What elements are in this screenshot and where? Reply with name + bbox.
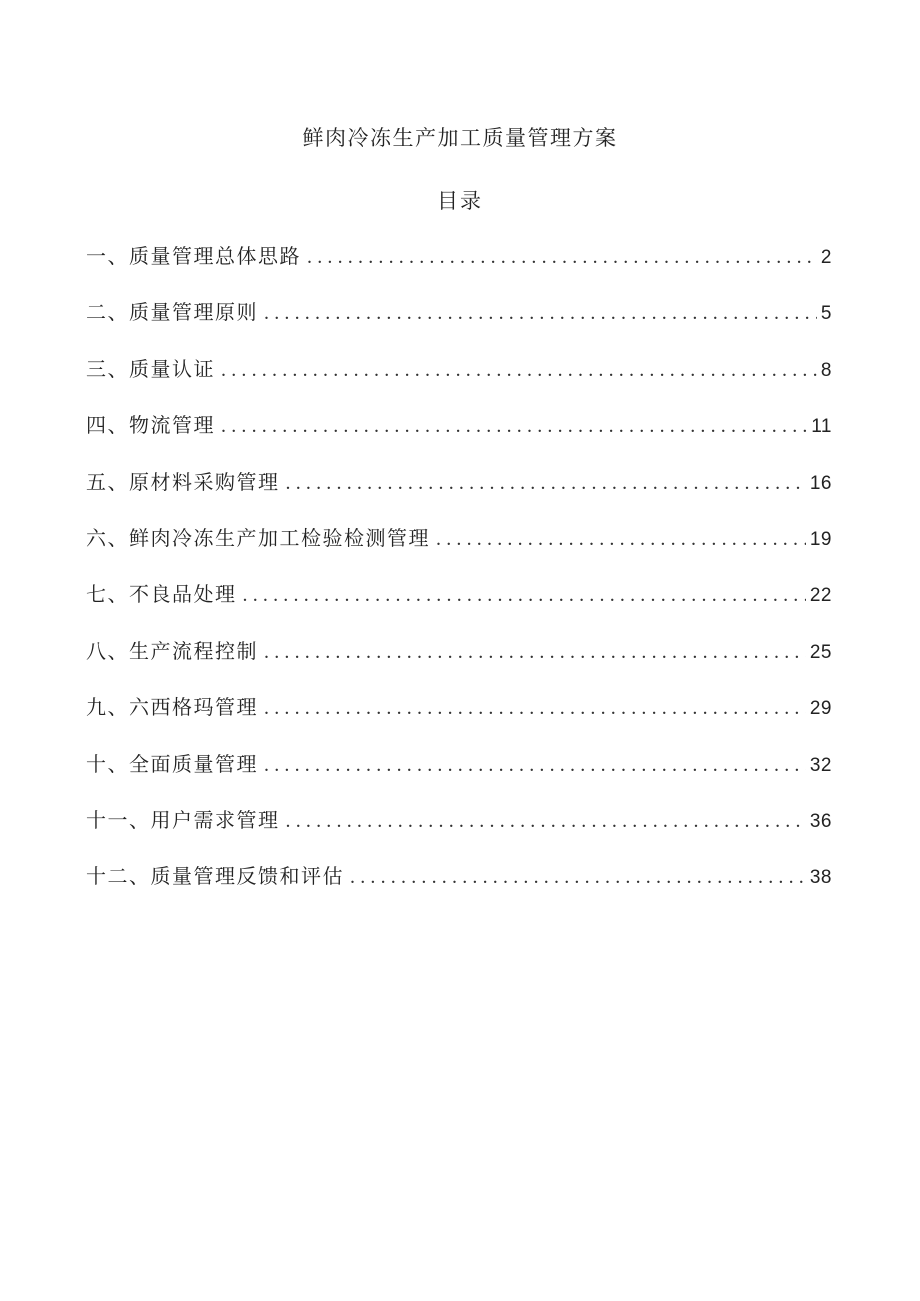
toc-entry[interactable] <box>86 466 832 522</box>
toc-entry-label: 一、质量管理总体思路 <box>86 244 301 268</box>
toc-leader-dots <box>243 584 806 607</box>
toc-entry-page: 25 <box>809 641 832 663</box>
toc-entry-label: 五、原材料采购管理 <box>86 469 280 494</box>
toc-entry-page: 19 <box>809 528 832 550</box>
toc-leader-dots <box>264 641 806 664</box>
toc-entry-label: 二、质量管理原则 <box>86 300 258 325</box>
toc-entry[interactable] <box>86 635 832 691</box>
toc-entry[interactable] <box>86 296 832 352</box>
toc-entry-page: 5 <box>820 303 832 325</box>
toc-entry[interactable] <box>86 804 832 860</box>
toc-entry-label: 三、质量认证 <box>86 356 215 381</box>
toc-leader-dots <box>307 246 817 269</box>
toc-leader-dots <box>221 359 817 382</box>
toc-entry[interactable] <box>86 860 832 916</box>
toc-entry[interactable] <box>86 578 832 634</box>
toc-entry[interactable] <box>86 691 832 747</box>
toc-leader-dots <box>286 810 806 833</box>
toc-entry-page: 8 <box>820 359 832 381</box>
toc-leader-dots <box>436 528 806 551</box>
toc-entry-page: 36 <box>809 810 832 832</box>
toc-heading: 目录 <box>437 189 483 213</box>
toc-entry-page: 22 <box>809 585 832 607</box>
toc-leader-dots <box>264 754 806 777</box>
toc-entry-page: 11 <box>811 416 832 438</box>
document-title: 鲜肉冷冻生产加工质量管理方案 <box>302 126 618 150</box>
toc-entry-label: 八、生产流程控制 <box>86 638 258 663</box>
toc-entry-label: 七、不良品处理 <box>86 582 237 607</box>
toc-leader-dots <box>264 697 806 720</box>
toc-entry[interactable] <box>86 522 832 578</box>
toc-entry[interactable] <box>86 240 832 296</box>
toc-entry-label: 六、鲜肉冷冻生产加工检验检测管理 <box>86 525 430 550</box>
table-of-contents <box>86 240 832 917</box>
toc-entry-page: 29 <box>809 698 832 720</box>
toc-entry-label: 十二、质量管理反馈和评估 <box>86 864 344 889</box>
toc-leader-dots <box>221 415 807 438</box>
toc-entry[interactable] <box>86 409 832 465</box>
toc-entry-label: 十、全面质量管理 <box>86 751 258 776</box>
toc-entry-label: 十一、用户需求管理 <box>86 807 280 832</box>
toc-entry-page: 16 <box>809 472 832 494</box>
toc-entry-page: 32 <box>809 754 832 776</box>
toc-entry-page: 2 <box>820 247 832 268</box>
toc-entry-label: 四、物流管理 <box>86 413 215 438</box>
toc-entry-page: 38 <box>809 867 832 889</box>
toc-leader-dots <box>286 472 806 495</box>
toc-leader-dots <box>264 302 817 325</box>
toc-entry-label: 九、六西格玛管理 <box>86 695 258 720</box>
toc-entry[interactable] <box>86 353 832 409</box>
toc-entry[interactable] <box>86 748 832 804</box>
toc-leader-dots <box>350 866 806 889</box>
